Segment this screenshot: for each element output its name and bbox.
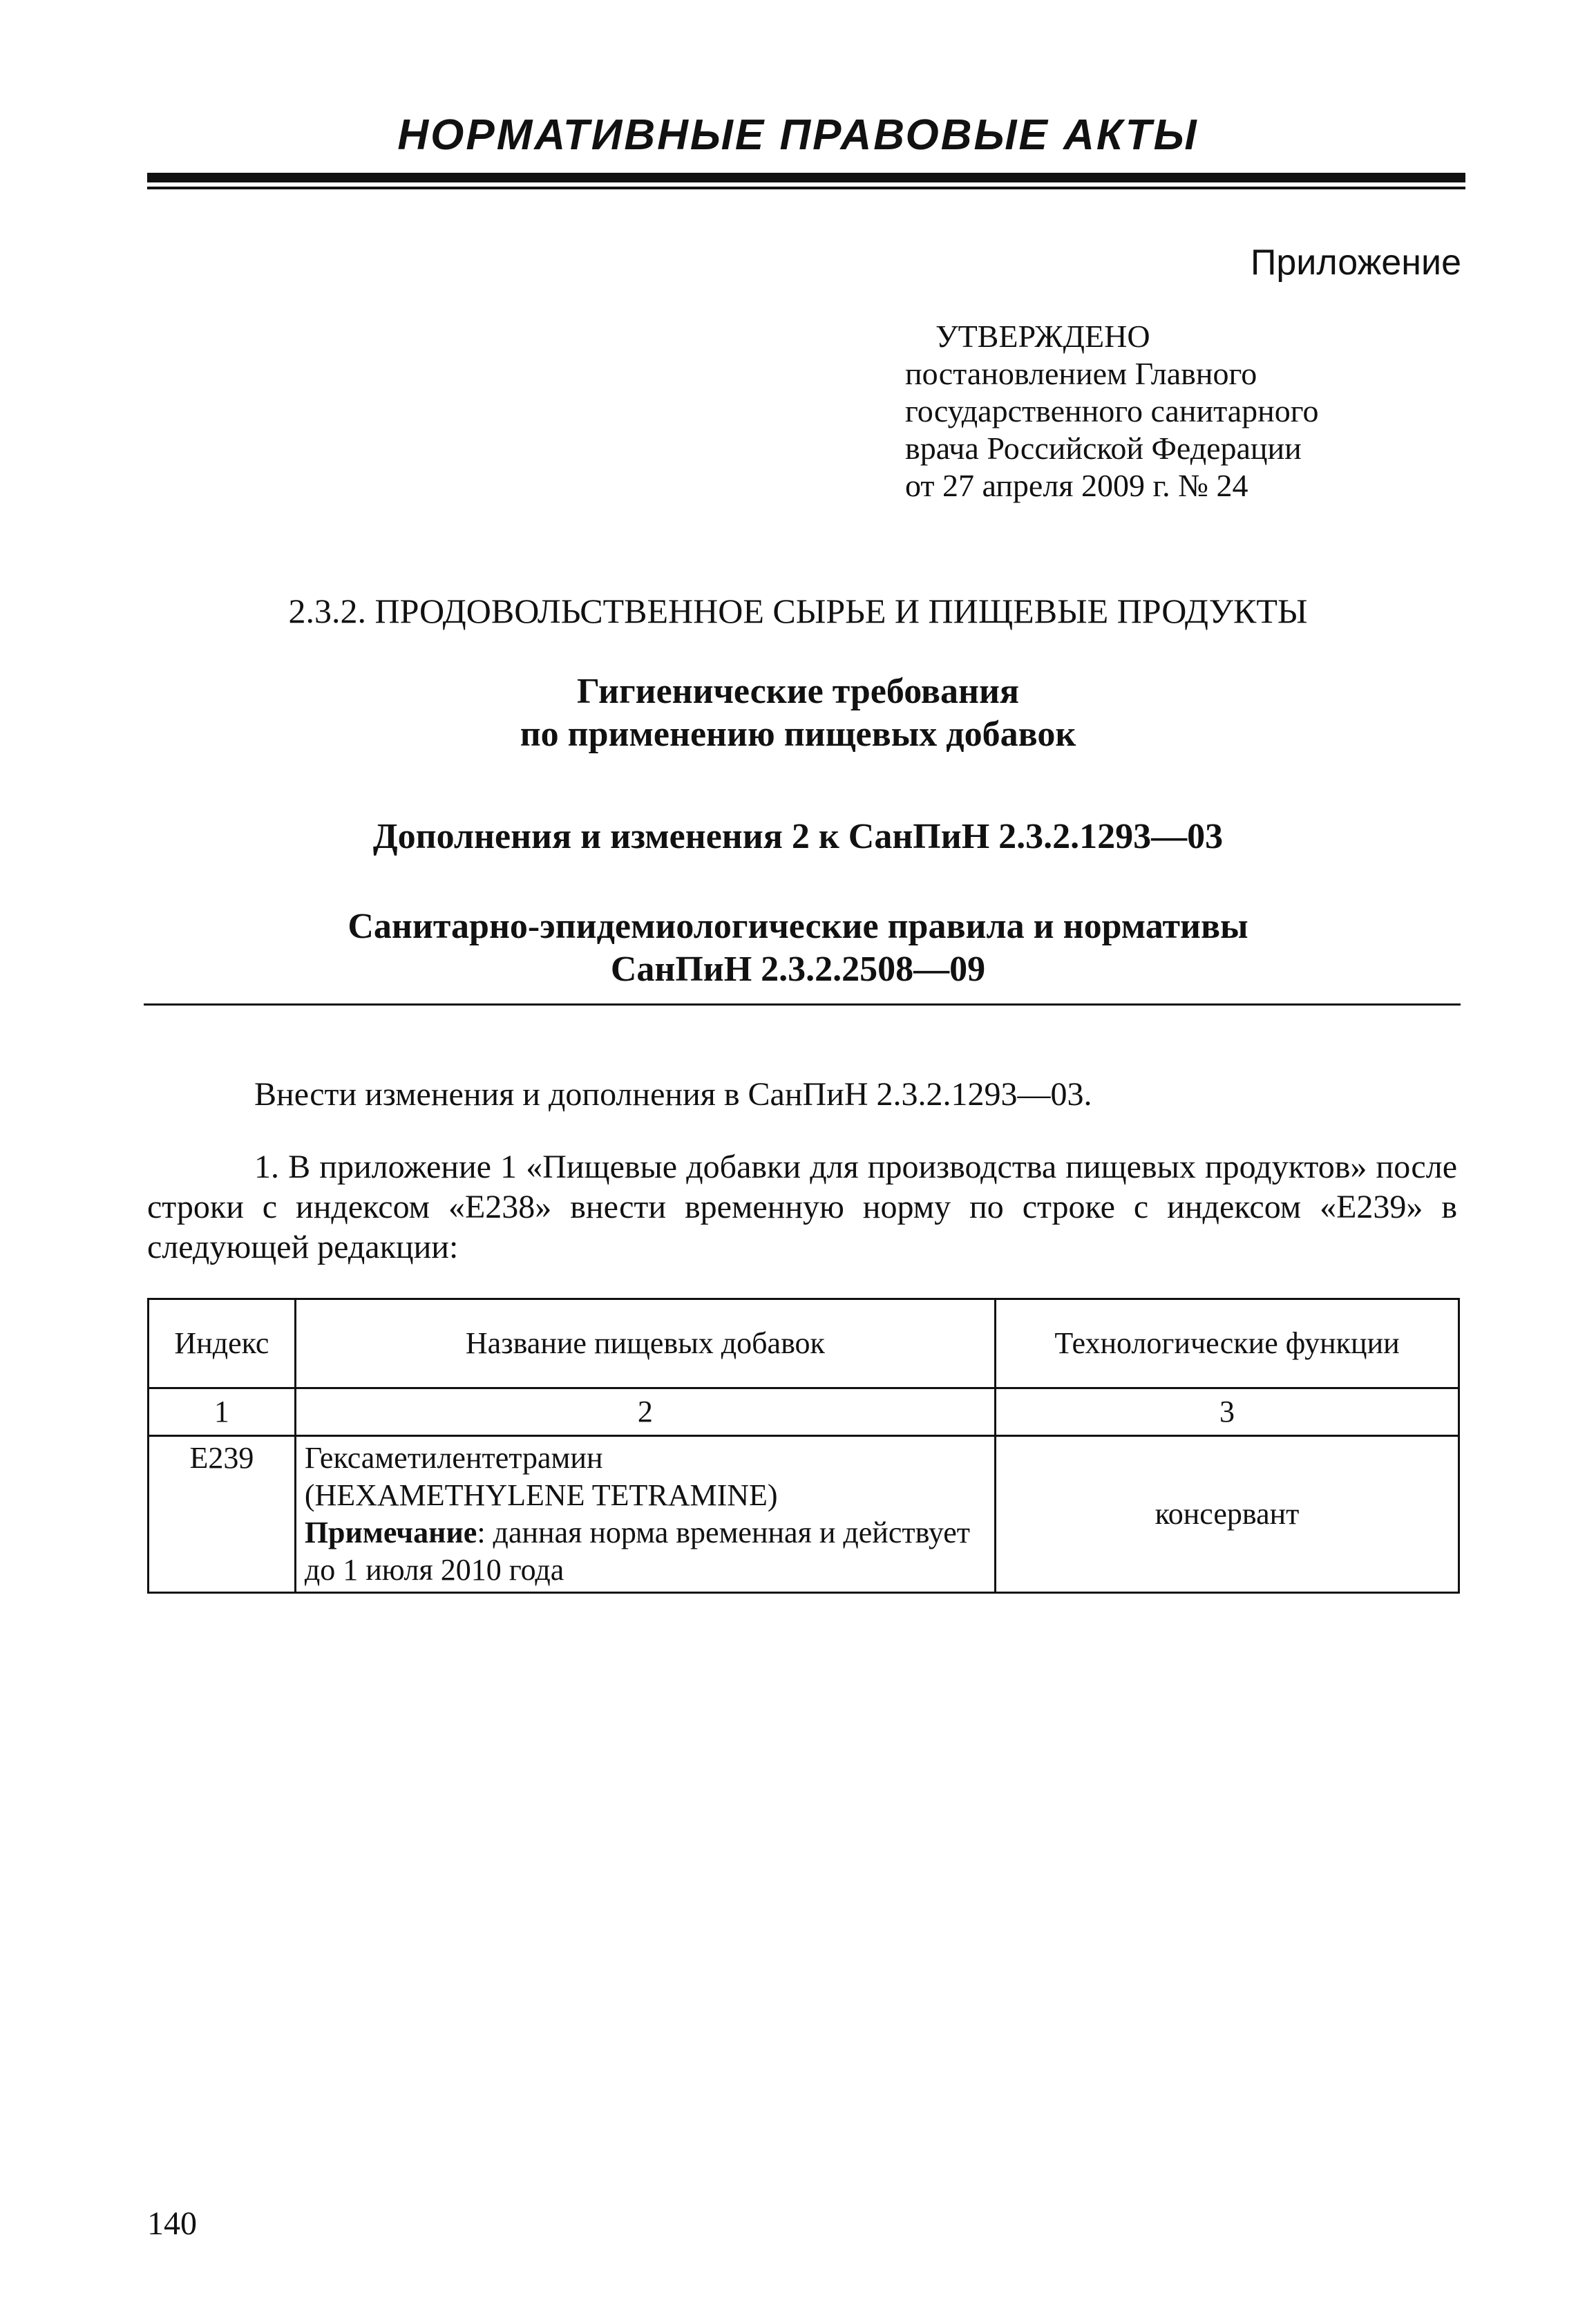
page-number: 140 xyxy=(147,2205,197,2242)
table-row xyxy=(149,1436,1459,1593)
approval-line: врача Российской Федерации xyxy=(905,431,1302,466)
approval-line: от 27 апреля 2009 г. № 24 xyxy=(905,468,1248,503)
header-cell-name: Название пищевых добавок xyxy=(295,1299,995,1388)
title-divider xyxy=(144,1003,1461,1006)
additive-note xyxy=(305,1514,986,1589)
intro-paragraph: Внести изменения и дополнения в СанПиН 2.3.2.1293—03. xyxy=(254,1076,1092,1113)
rules-title-line: Санитарно-эпидемиологические правила и нормативы xyxy=(348,907,1248,946)
header-rule-thin xyxy=(147,187,1465,189)
rules-title-line: СанПиН 2.3.2.2508—09 xyxy=(610,950,986,989)
additive-index: Е239 xyxy=(149,1436,296,1593)
technological-function: консервант xyxy=(996,1436,1459,1593)
header-cell-function: Технологические функции xyxy=(996,1299,1459,1388)
column-number-row xyxy=(149,1388,1459,1436)
table-header-row xyxy=(149,1299,1459,1388)
document-title-line: по применению пищевых добавок xyxy=(520,715,1076,754)
section-heading: 2.3.2. ПРОДОВОЛЬСТВЕННОЕ СЫРЬЕ И ПИЩЕВЫЕ ПРОДУКТЫ xyxy=(288,592,1308,630)
running-header-title: НОРМАТИВНЫЕ ПРАВОВЫЕ АКТЫ xyxy=(397,111,1199,159)
rules-title xyxy=(0,905,1596,991)
note-text: : данная норма временная и действует до 1 июля 2010 года xyxy=(304,1516,971,1587)
note-label: Примечание xyxy=(304,1516,477,1549)
approval-line: государственного санитарного xyxy=(905,393,1319,428)
additives-table xyxy=(147,1298,1460,1594)
additive-name-ru: Гексаметилентетрамин xyxy=(304,1441,603,1475)
approval-line: постановлением Главного xyxy=(905,356,1257,391)
approval-heading: УТВЕРЖДЕНО xyxy=(935,319,1150,354)
header-cell-index: Индекс xyxy=(149,1299,296,1388)
document-title xyxy=(0,670,1596,756)
document-title-line: Гигиенические требования xyxy=(576,672,1020,711)
additive-name-cell xyxy=(295,1436,995,1593)
approval-block xyxy=(905,318,1319,504)
column-number: 3 xyxy=(996,1388,1459,1436)
annex-label: Приложение xyxy=(1251,243,1461,283)
item-paragraph: 1. В приложение 1 «Пищевые добавки для производства пищевых продуктов» после строки с индексом «Е238» внести временную норму по строке с индексом «Е239» в следующей редакции: xyxy=(147,1149,1457,1265)
column-number: 1 xyxy=(149,1388,296,1436)
header-rule-thick xyxy=(147,173,1465,182)
additive-name-en: (HEXAMETHYLENE TETRAMINE) xyxy=(304,1478,778,1512)
column-number: 2 xyxy=(295,1388,995,1436)
amendment-title: Дополнения и изменения 2 к СанПиН 2.3.2.1293—03 xyxy=(372,817,1224,856)
